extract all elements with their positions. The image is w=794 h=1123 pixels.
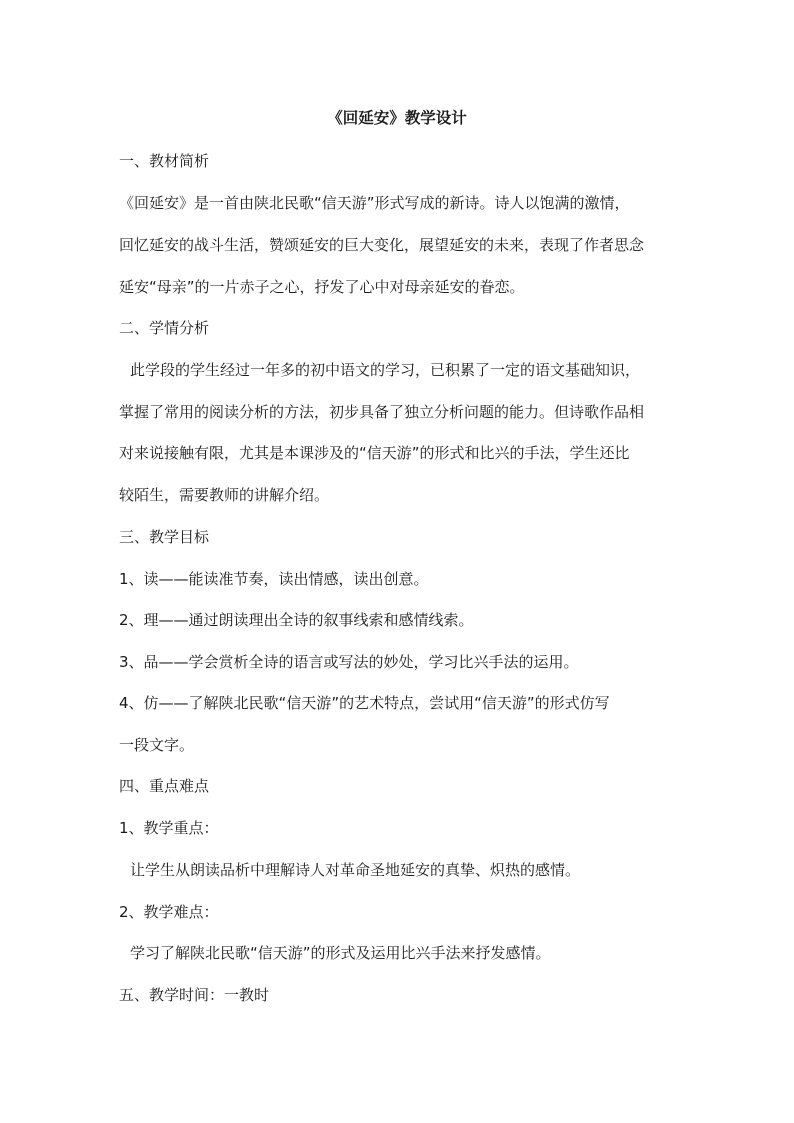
key-point-label: 1、教学重点： [119, 819, 219, 837]
section-heading-student-analysis: 二、学情分析 [119, 319, 210, 337]
document-title: 《回延安》教学设计 [327, 109, 467, 127]
difficulty-text: 学习了解陕北民歌“信天游”的形式及运用比兴手法来抒发感情。 [130, 944, 551, 962]
section-heading-teaching-time: 五、教学时间：一教时 [119, 986, 270, 1004]
goal-item: 1、读——能读准节奏，读出情感，读出创意。 [119, 570, 429, 588]
section-heading-textbook-analysis: 一、教材简析 [119, 152, 210, 170]
key-point-text: 让学生从朗读品析中理解诗人对革命圣地延安的真挚、炽热的感情。 [130, 861, 581, 879]
paragraph-line: 较陌生，需要教师的讲解介绍。 [119, 486, 330, 504]
paragraph-line: 对来说接触有限，尤其是本课涉及的“信天游”的形式和比兴的手法，学生还比 [119, 444, 630, 462]
paragraph-line: 掌握了常用的阅读分析的方法，初步具备了独立分析问题的能力。但诗歌作品相 [119, 403, 645, 421]
paragraph-line: 此学段的学生经过一年多的初中语文的学习，已积累了一定的语文基础知识， [130, 361, 641, 379]
section-heading-key-difficulties: 四、重点难点 [119, 777, 210, 795]
paragraph-line: 延安“母亲”的一片赤子之心，抒发了心中对母亲延安的眷恋。 [119, 278, 525, 296]
goal-item: 3、品——学会赏析全诗的语言或写法的妙处，学习比兴手法的运用。 [119, 653, 579, 671]
goal-item-continuation: 一段文字。 [119, 736, 195, 754]
difficulty-label: 2、教学难点： [119, 903, 219, 921]
paragraph-line: 回忆延安的战斗生活，赞颂延安的巨大变化，展望延安的未来，表现了作者思念 [119, 236, 645, 254]
goal-item: 2、理——通过朗读理出全诗的叙事线索和感情线索。 [119, 611, 474, 629]
section-heading-teaching-goals: 三、教学目标 [119, 528, 210, 546]
goal-item: 4、仿——了解陕北民歌“信天游”的艺术特点，尝试用“信天游”的形式仿写 [119, 694, 610, 712]
paragraph-line: 《回延安》是一首由陕北民歌“信天游”形式写成的新诗。诗人以饱满的激情， [119, 194, 630, 212]
